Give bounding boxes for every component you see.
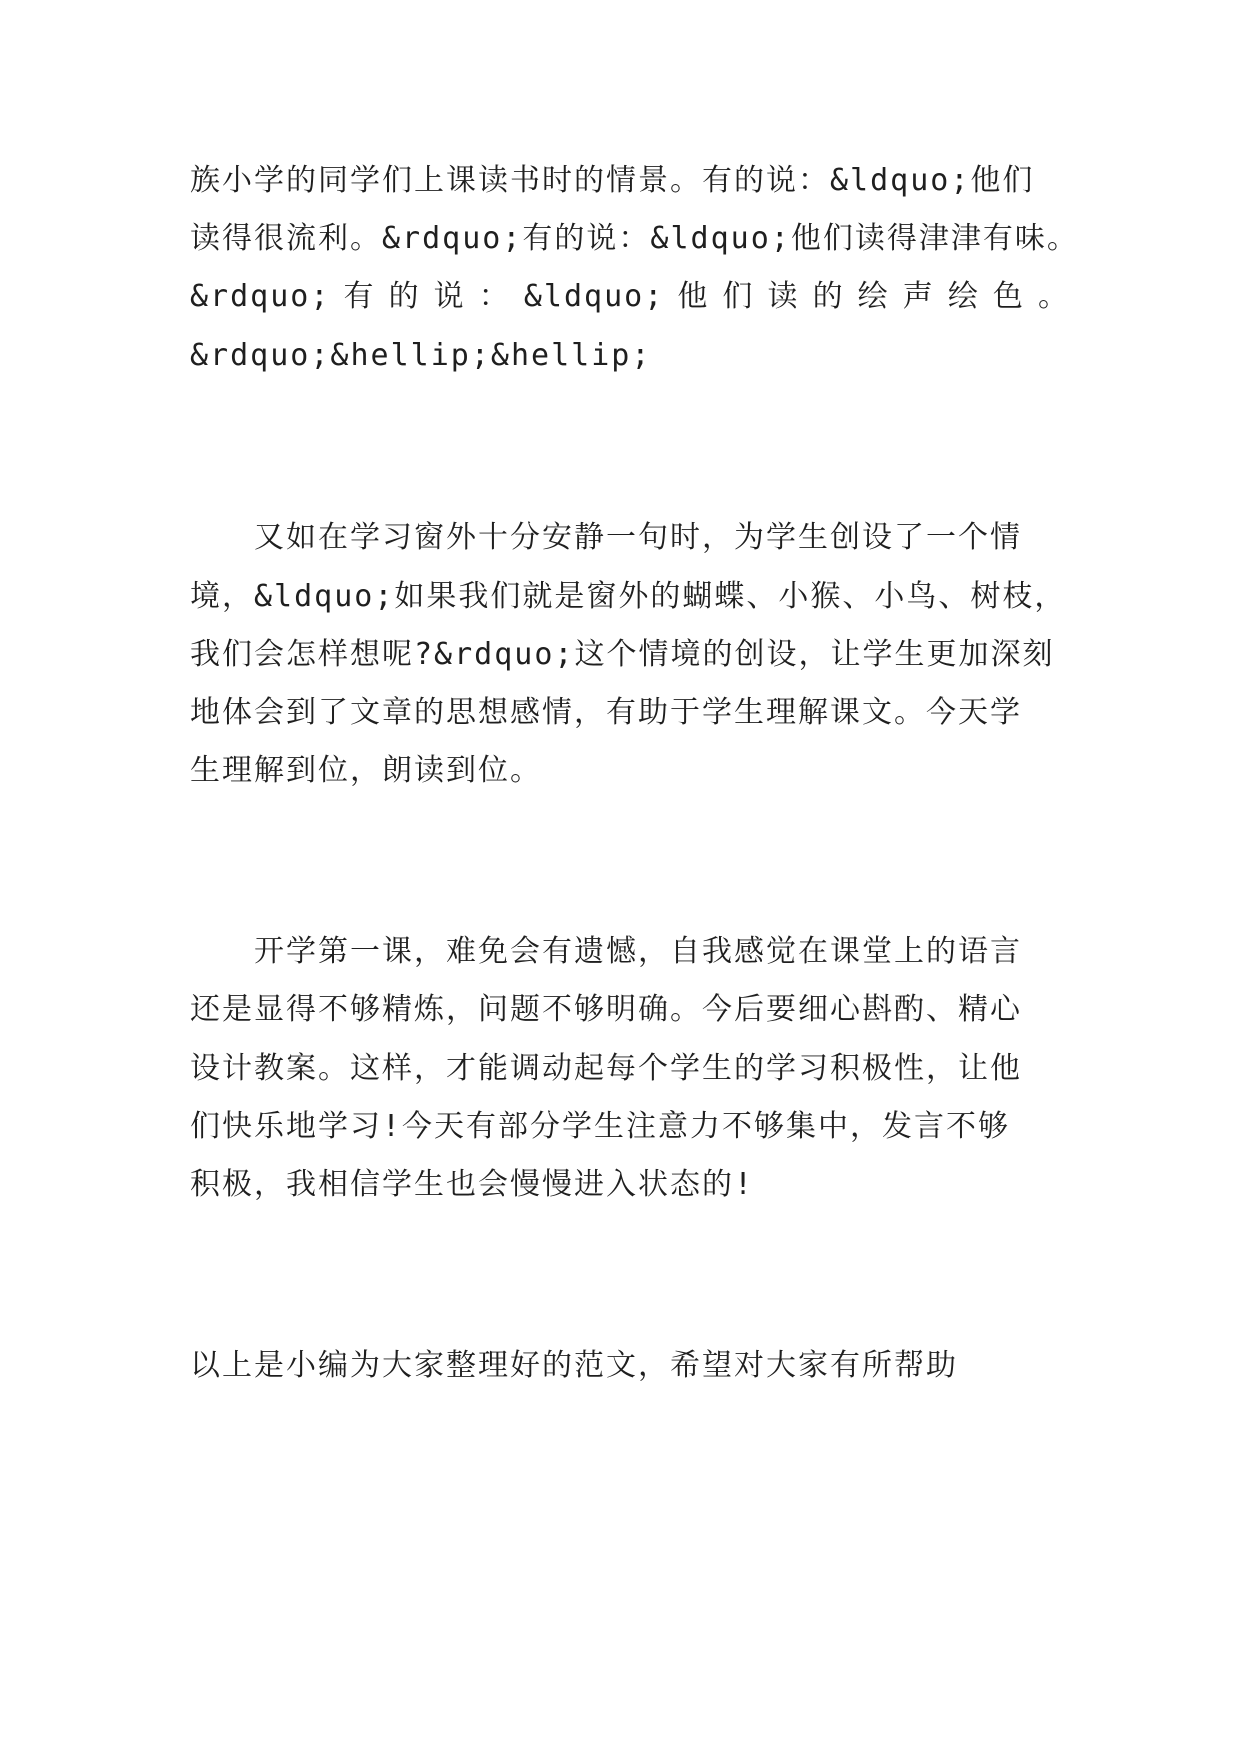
line-3-token: 说 <box>433 279 466 314</box>
line-3-token: &rdquo; <box>190 279 331 314</box>
paragraph-2-line-1: 又如在学习窗外十分安静一句时，为学生创设了一个情 <box>190 520 1022 555</box>
paragraph-2-line-5: 生理解到位，朗读到位。 <box>190 753 542 788</box>
closing-line: 以上是小编为大家整理好的范文，希望对大家有所帮助 <box>190 1348 958 1383</box>
paragraph-1-line-4: &rdquo;&hellip;&hellip; <box>190 338 652 373</box>
line-3-token: 的 <box>812 279 845 314</box>
line-3-token: 。 <box>1037 279 1070 314</box>
paragraph-2-line-3: 我们会怎样想呢?&rdquo;这个情境的创设，让学生更加深刻 <box>190 637 1055 672</box>
paragraph-2-line-4: 地体会到了文章的思想感情，有助于学生理解课文。今天学 <box>190 695 1022 730</box>
paragraph-3-line-1: 开学第一课，难免会有遗憾，自我感觉在课堂上的语言 <box>190 934 1022 969</box>
paragraph-3-line-2: 还是显得不够精炼，问题不够明确。今后要细心斟酌、精心 <box>190 992 1022 1027</box>
paragraph-3-line-4: 们快乐地学习!今天有部分学生注意力不够集中，发言不够 <box>190 1109 1011 1144</box>
paragraph-3-line-5: 积极，我相信学生也会慢慢进入状态的! <box>190 1167 755 1202</box>
line-3-token: 读 <box>767 279 800 314</box>
line-3-token: 绘 <box>857 279 890 314</box>
paragraph-1-line-3 <box>190 277 1070 317</box>
line-3-token: 声 <box>902 279 935 314</box>
line-3-token: 们 <box>722 279 755 314</box>
line-3-token: 绘 <box>947 279 980 314</box>
line-3-token: 色 <box>992 279 1025 314</box>
line-3-token: 他 <box>677 279 710 314</box>
paragraph-3-line-3: 设计教案。这样，才能调动起每个学生的学习积极性，让他 <box>190 1051 1022 1086</box>
paragraph-2-line-2: 境，&ldquo;如果我们就是窗外的蝴蝶、小猴、小鸟、树枝， <box>190 579 1067 614</box>
line-3-token: ： <box>478 279 511 314</box>
line-3-token: 的 <box>388 279 421 314</box>
paragraph-1-line-1: 族小学的同学们上课读书时的情景。有的说：&ldquo;他们 <box>190 163 1035 198</box>
line-3-token: 有 <box>343 279 376 314</box>
line-3-token: &ldquo; <box>523 279 665 314</box>
paragraph-1-line-2: 读得很流利。&rdquo;有的说：&ldquo;他们读得津津有味。 <box>190 221 1079 256</box>
